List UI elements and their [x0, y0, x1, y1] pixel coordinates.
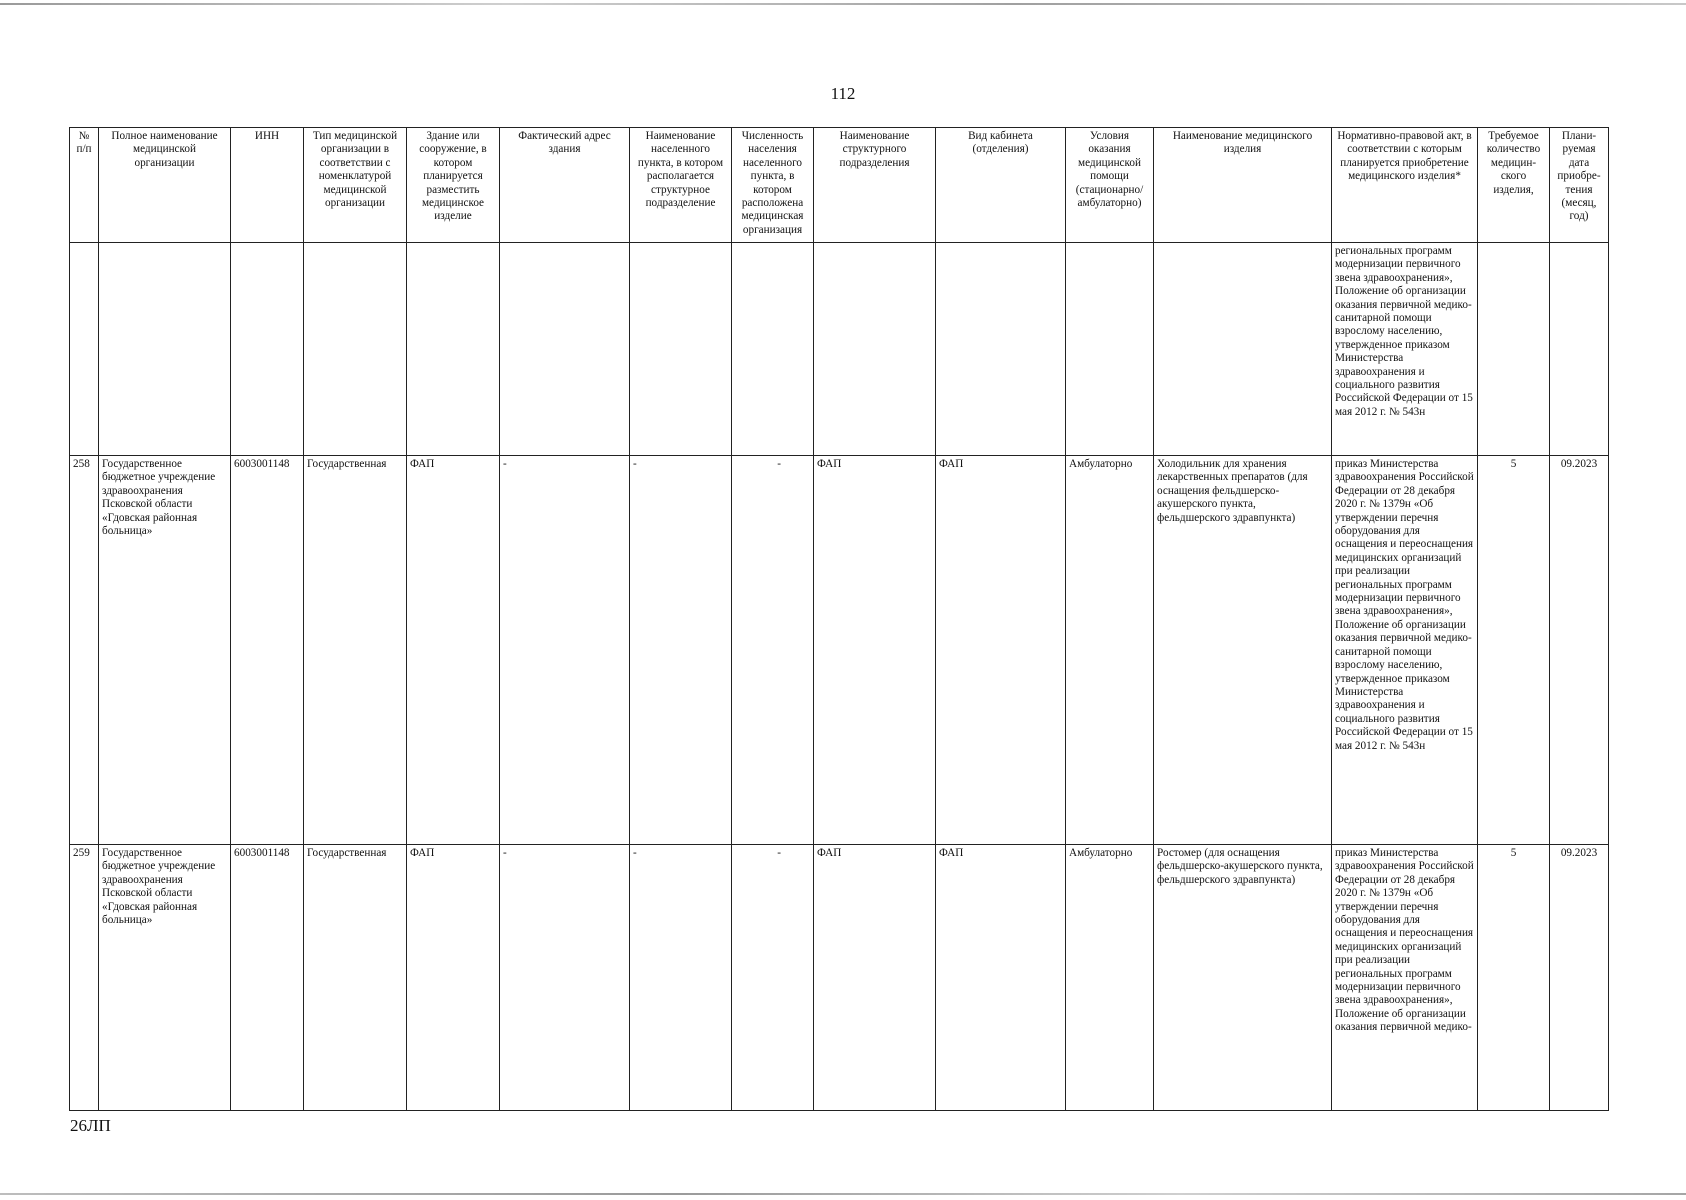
table-row: [70, 456, 1609, 845]
table-cell: [231, 243, 304, 456]
cell-conditions: Амбулаторно: [1066, 456, 1154, 845]
cell-num: 259: [70, 845, 99, 1111]
page-number: 112: [830, 84, 856, 103]
cell-population: -: [732, 845, 814, 1111]
header-date: Плани-руемая дата приобре-тения (месяц, год): [1550, 128, 1609, 243]
cell-inn: 6003001148: [231, 845, 304, 1111]
cell-building: ФАП: [407, 845, 500, 1111]
cell-building: ФАП: [407, 456, 500, 845]
table-cell: [936, 243, 1066, 456]
cell-date: 09.2023: [1550, 456, 1609, 845]
table-row: [70, 845, 1609, 1111]
scan-edge-bottom: [0, 1193, 1686, 1195]
cell-quantity: 5: [1478, 456, 1550, 845]
cell-org: Государственное бюджетное учреждение здравоохранения Псковской области «Гдовская районная больница»: [99, 845, 231, 1111]
cell-legal-act: приказ Министерства здравоохранения Российской Федерации от 28 декабря 2020 г. № 1379н «Об утверждении перечня оборудования для оснащения и переоснащения медицинских организаций при реализации региональных программ модернизации первичного звена здравоохранения», Положение об организации оказания первичной медико-: [1332, 845, 1478, 1111]
header-device: Наименование медицинского изделия: [1154, 128, 1332, 243]
header-org: Полное наименование медицинской организации: [99, 128, 231, 243]
cell-settlement: -: [630, 845, 732, 1111]
table-cell: [304, 243, 407, 456]
cell-address: -: [500, 845, 630, 1111]
table-cell: [1154, 243, 1332, 456]
cell-org: Государственное бюджетное учреждение здравоохранения Псковской области «Гдовская районная больница»: [99, 456, 231, 845]
header-num: № п/п: [70, 128, 99, 243]
cell-date: 09.2023: [1550, 845, 1609, 1111]
header-row: [70, 128, 1609, 243]
cell-type: Государственная: [304, 456, 407, 845]
header-address: Фактический адрес здания: [500, 128, 630, 243]
cell-cabinet: ФАП: [936, 456, 1066, 845]
table-cell: [1478, 243, 1550, 456]
footer-code: 26ЛП: [70, 1116, 111, 1135]
header-subdivision: Наименование структурного подразделения: [814, 128, 936, 243]
cell-settlement: -: [630, 456, 732, 845]
continuation-row: [70, 243, 1609, 456]
cell-num: 258: [70, 456, 99, 845]
cell-device: Холодильник для хранения лекарственных препаратов (для оснащения фельдшерско-акушерского пункта, фельдшерского здравпункта): [1154, 456, 1332, 845]
header-conditions: Условия оказания медицинской помощи (стационарно/ амбулаторно): [1066, 128, 1154, 243]
table-cell: [407, 243, 500, 456]
header-settlement: Наименование населенного пункта, в котором располагается структурное подразделение: [630, 128, 732, 243]
header-type: Тип медицинской организации в соответствии с номенклатурой медицинской организации: [304, 128, 407, 243]
table-cell: [500, 243, 630, 456]
cell-cabinet: ФАП: [936, 845, 1066, 1111]
cell-subdivision: ФАП: [814, 845, 936, 1111]
cell-legal-act: приказ Министерства здравоохранения Российской Федерации от 28 декабря 2020 г. № 1379н «Об утверждении перечня оборудования для оснащения и переоснащения медицинских организаций при реализации региональных программ модернизации первичного звена здравоохранения», Положение об организации оказания первичной медико-санитарной помощи взрослому населению, утвержденное приказом Министерства здравоохранения и социального развития Российской Федерации от 15 мая 2012 г. № 543н: [1332, 456, 1478, 845]
table-cell: [1550, 243, 1609, 456]
header-quantity: Требуемое количество медицин-ского изделия,: [1478, 128, 1550, 243]
equipment-table: [69, 127, 1609, 1111]
cell-address: -: [500, 456, 630, 845]
table-cell: [99, 243, 231, 456]
cell-type: Государственная: [304, 845, 407, 1111]
table-cell: [814, 243, 936, 456]
cell-population: -: [732, 456, 814, 845]
scan-edge-top: [0, 3, 1686, 5]
header-legal-act: Нормативно-правовой акт, в соответствии с которым планируется приобретение медицинского изделия*: [1332, 128, 1478, 243]
header-inn: ИНН: [231, 128, 304, 243]
header-population: Численность населения населенного пункта, в котором расположена медицинская организация: [732, 128, 814, 243]
table-cell: [1066, 243, 1154, 456]
cell-subdivision: ФАП: [814, 456, 936, 845]
table-cell: [630, 243, 732, 456]
header-building: Здание или сооружение, в котором планируется разместить медицинское изделие: [407, 128, 500, 243]
cell-device: Ростомер (для оснащения фельдшерско-акушерского пункта, фельдшерского здравпункта): [1154, 845, 1332, 1111]
cell-inn: 6003001148: [231, 456, 304, 845]
table-cell: [732, 243, 814, 456]
cell-legal-act: региональных программ модернизации первичного звена здравоохранения», Положение об организации оказания первичной медико-санитарной помощи взрослому населению, утвержденное приказом Министерства здравоохранения и социального развития Российской Федерации от 15 мая 2012 г. № 543н: [1332, 243, 1478, 456]
cell-conditions: Амбулаторно: [1066, 845, 1154, 1111]
table-cell: [70, 243, 99, 456]
header-cabinet: Вид кабинета (отделения): [936, 128, 1066, 243]
cell-quantity: 5: [1478, 845, 1550, 1111]
